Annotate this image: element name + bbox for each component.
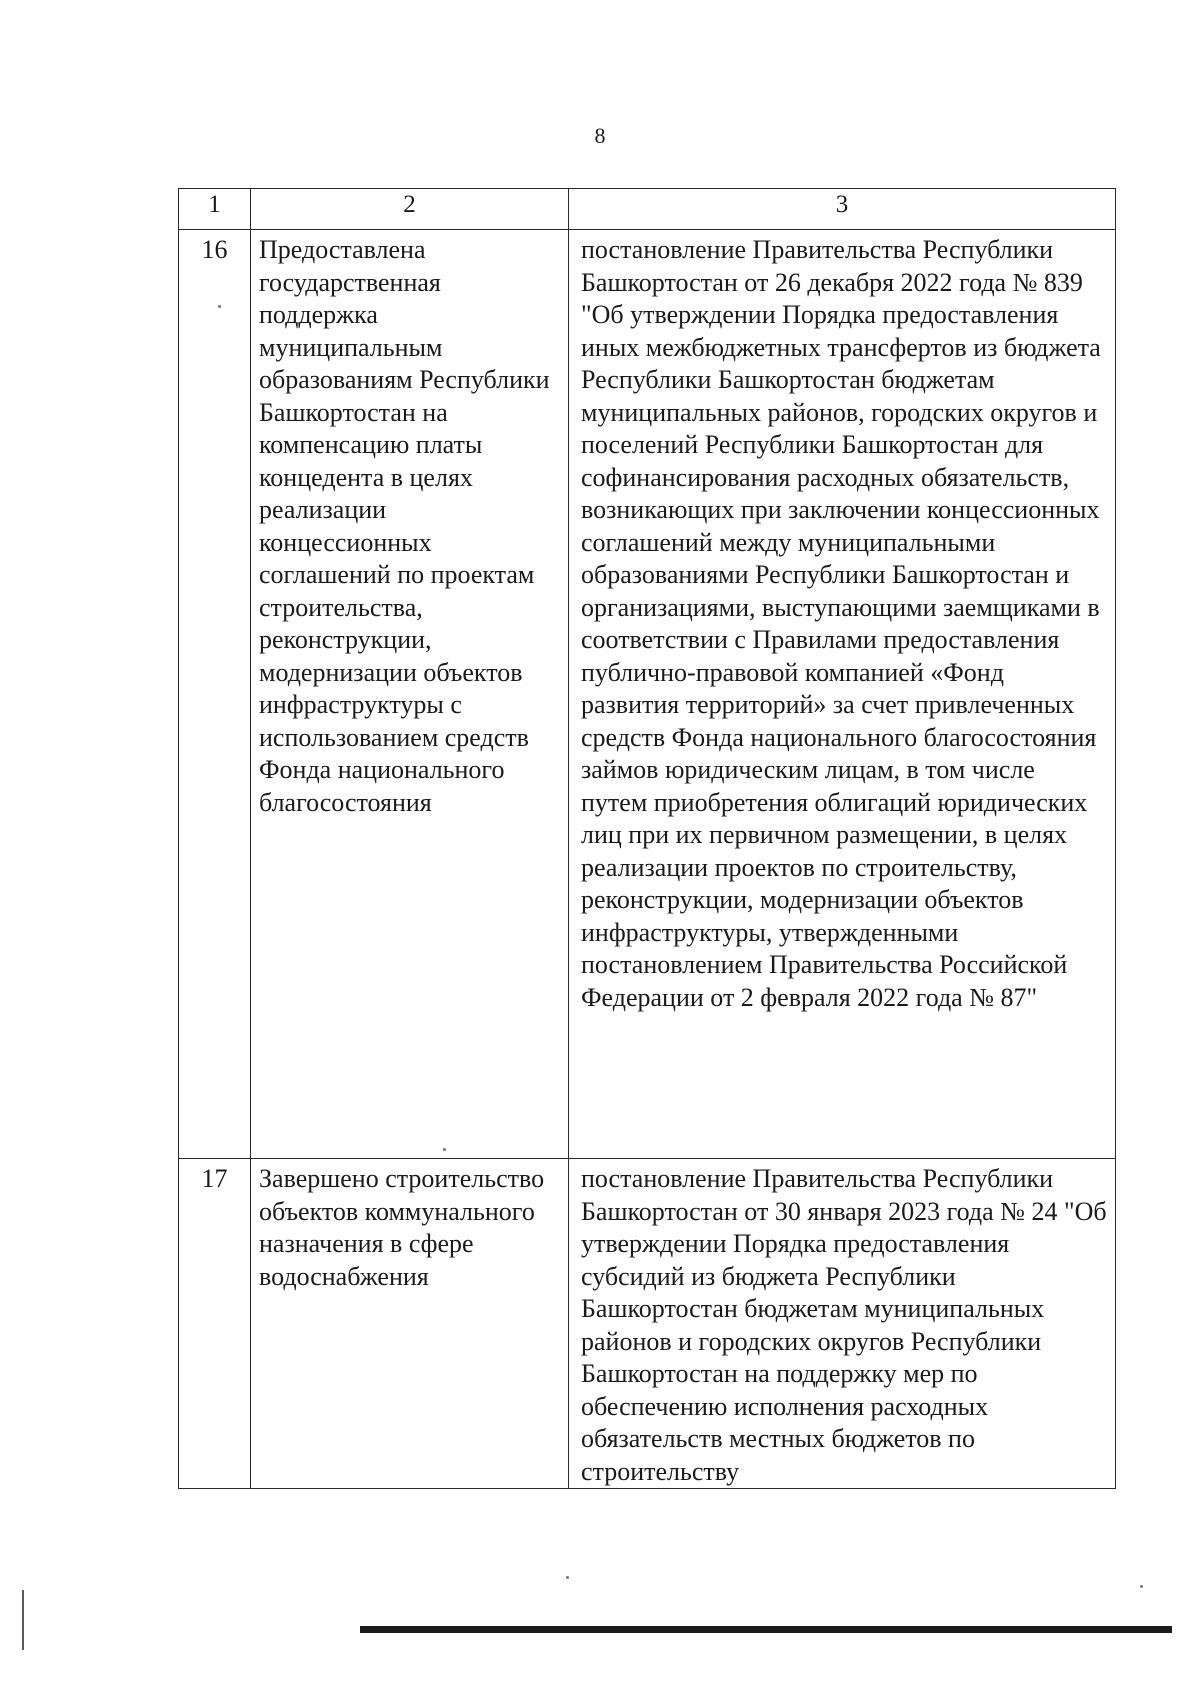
- legal-act-cell: постановление Правительства Республики Башкортостан от 30 января 2023 года № 24 "Об утверждении Порядка предоставления субсидий из бюджета Республики Башкортостан бюджетам муниципальных районов и городских округов Республики Башкортостан на поддержку мер по обеспечению исполнения расходных обязательств местных бюджетов по строительству: [569, 1159, 1116, 1489]
- scan-speck: [443, 1148, 446, 1151]
- document-table: [178, 188, 1116, 1489]
- row-number-cell: 16: [179, 230, 251, 1159]
- scan-speck: [218, 305, 221, 308]
- table-header-row: [179, 189, 1116, 230]
- row-number-cell: 17: [179, 1159, 251, 1489]
- result-name-cell: Завершено строительство объектов коммунального назначения в сфере водоснабжения: [251, 1159, 569, 1489]
- scan-speck: [1140, 1585, 1143, 1588]
- table-row: [179, 230, 1116, 1159]
- header-cell-1: 1: [179, 189, 251, 230]
- header-cell-3: 3: [569, 189, 1116, 230]
- scan-speck: [566, 1576, 569, 1579]
- page-number: 8: [594, 123, 606, 148]
- legal-act-cell: постановление Правительства Республики Башкортостан от 26 декабря 2022 года № 839 "Об утверждении Порядка предоставления иных межбюджетных трансфертов из бюджета Республики Башкортостан бюджетам муниципальных районов, городских округов и поселений Республики Башкортостан для софинансирования расходных обязательств, возникающих при заключении концессионных соглашений между муниципальными образованиями Республики Башкортостан и организациями, выступающими заемщиками в соответствии с Правилами предоставления публично-правовой компанией «Фонд развития территорий» за счет привлеченных средств Фонда национального благосостояния займов юридическим лицам, в том числе путем приобретения облигаций юридических лиц при их первичном размещении, в целях реализации проектов по строительству, реконструкции, модернизации объектов инфраструктуры, утвержденными постановлением Правительства Российской Федерации от 2 февраля 2022 года № 87": [569, 230, 1116, 1159]
- scan-margin-mark: [22, 1590, 24, 1650]
- header-cell-2: 2: [251, 189, 569, 230]
- scan-edge-line: [360, 1626, 1172, 1633]
- result-name-cell: Предоставлена государственная поддержка муниципальным образованиям Республики Башкортостан на компенсацию платы концедента в целях реализации концессионных соглашений по проектам строительства, реконструкции, модернизации объектов инфраструктуры с использованием средств Фонда национального благосостояния: [251, 230, 569, 1159]
- table-row: [179, 1159, 1116, 1489]
